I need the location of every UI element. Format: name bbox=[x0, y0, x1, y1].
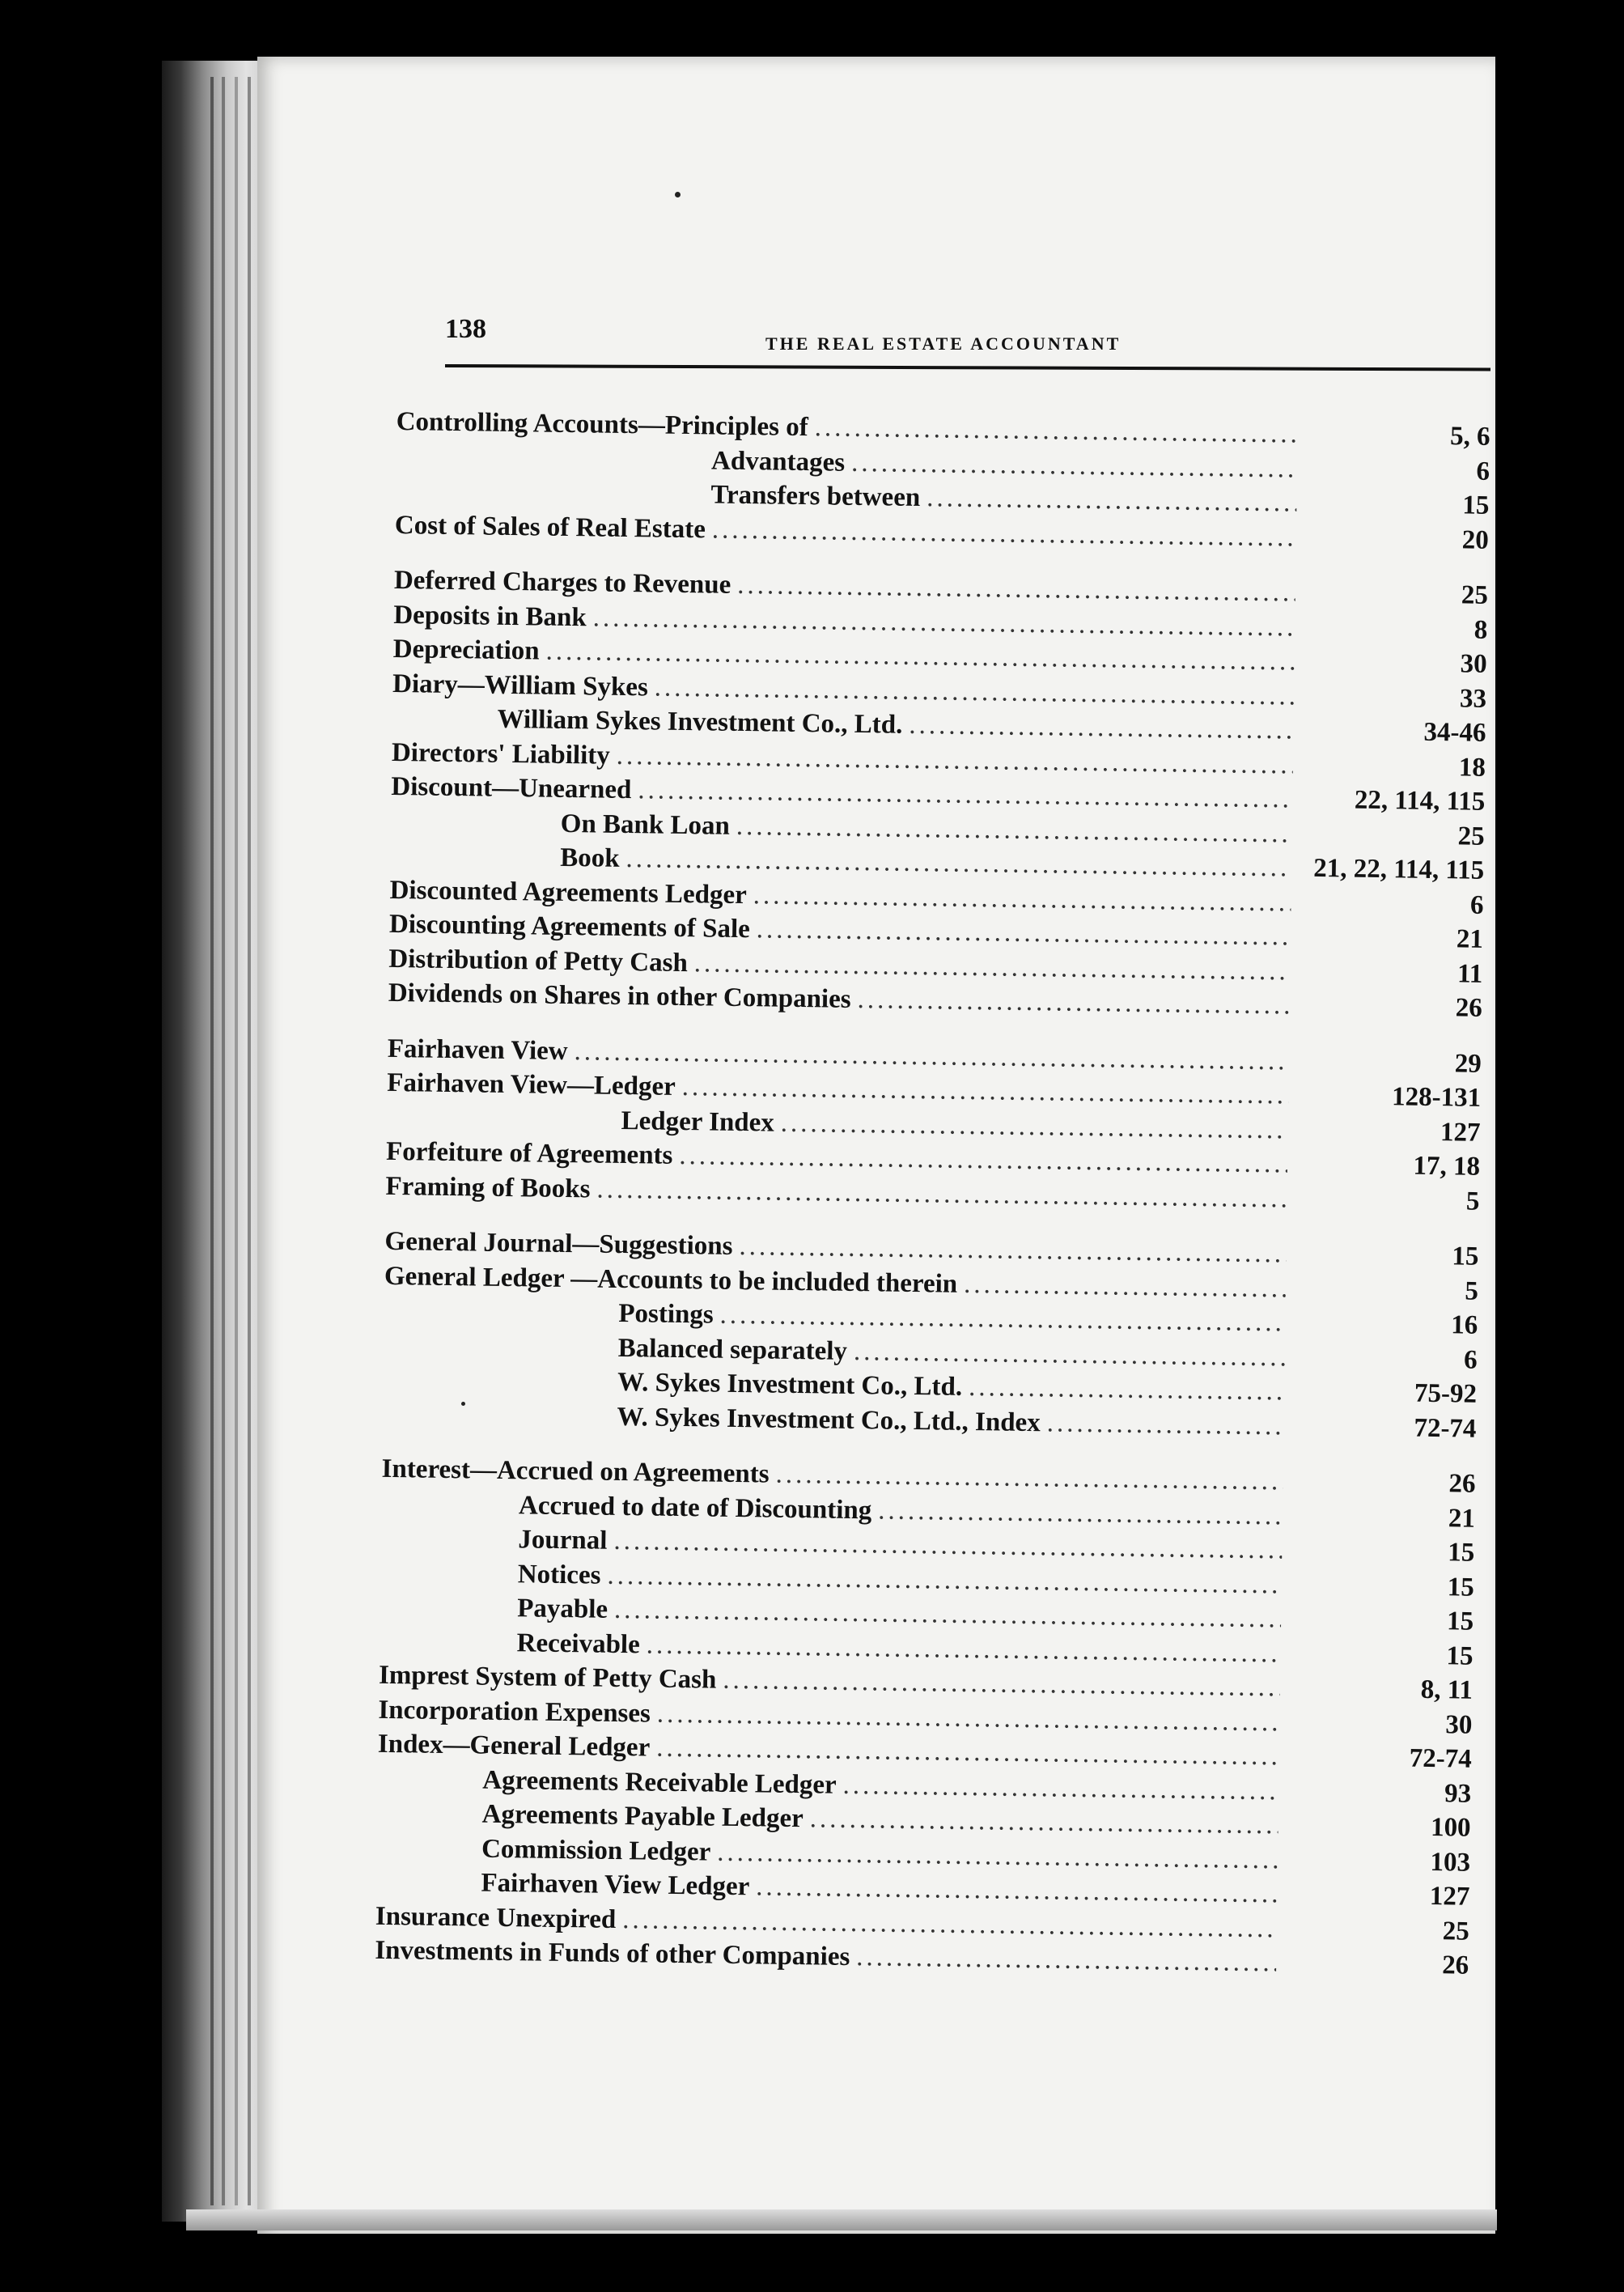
dot-leader bbox=[969, 1370, 1285, 1409]
index-term: Ledger Index bbox=[621, 1106, 775, 1138]
index-pages: 72-74 bbox=[1409, 1743, 1473, 1774]
index-pages: 21 bbox=[1456, 924, 1484, 954]
index-term: Discounting Agreements of Sale bbox=[388, 909, 751, 944]
index-term: On Bank Loan bbox=[560, 809, 731, 841]
index-pages: 15 bbox=[1446, 1640, 1473, 1671]
index-term: Insurance Unexpired bbox=[375, 1901, 617, 1934]
index-term: Accrued to date of Discounting bbox=[518, 1490, 872, 1525]
index-pages: 21, 22, 114, 115 bbox=[1313, 853, 1485, 885]
dot-leader bbox=[857, 983, 1290, 1023]
index-pages: 30 bbox=[1460, 649, 1487, 679]
index-pages: 17, 18 bbox=[1413, 1151, 1481, 1182]
index-term: Directors' Liability bbox=[391, 737, 611, 770]
index-term: Book bbox=[559, 843, 620, 873]
header-rule bbox=[445, 364, 1490, 371]
index-term: Incorporation Expenses bbox=[378, 1695, 651, 1729]
index-term: Discount—Unearned bbox=[391, 771, 632, 805]
index-term: Deposits in Bank bbox=[393, 600, 587, 632]
index-term: Controlling Accounts—Principles of bbox=[396, 406, 808, 443]
index-term: Balanced separately bbox=[617, 1333, 848, 1366]
index-pages: 15 bbox=[1446, 1607, 1474, 1636]
index-term: Commission Ledger bbox=[481, 1834, 711, 1867]
index-pages: 5, 6 bbox=[1449, 422, 1490, 452]
index-term: Receivable bbox=[516, 1628, 641, 1659]
index-term: Deferred Charges to Revenue bbox=[393, 565, 731, 600]
index-term: Index—General Ledger bbox=[377, 1729, 651, 1763]
index-pages: 25 bbox=[1442, 1916, 1470, 1946]
index-term: Interest—Accrued on Agreements bbox=[381, 1454, 770, 1489]
index-term: Framing of Books bbox=[385, 1171, 591, 1203]
index-pages: 26 bbox=[1455, 993, 1482, 1023]
index-term: Investments in Funds of other Companies bbox=[375, 1935, 850, 1972]
index-pages: 5 bbox=[1465, 1186, 1480, 1216]
index-term: Agreements Receivable Ledger bbox=[482, 1765, 837, 1800]
index-pages: 6 bbox=[1463, 1345, 1478, 1375]
page-bottom-edge bbox=[186, 2209, 1497, 2230]
index-pages: 8, 11 bbox=[1420, 1674, 1473, 1705]
index-term: Fairhaven View—Ledger bbox=[387, 1067, 676, 1101]
index-pages: 16 bbox=[1450, 1310, 1478, 1340]
book-page-edges bbox=[162, 61, 267, 2222]
index-term: Agreements Payable Ledger bbox=[481, 1799, 804, 1834]
index-pages: 25 bbox=[1461, 580, 1489, 610]
index-pages: 15 bbox=[1462, 490, 1490, 520]
dot-leader bbox=[842, 1768, 1278, 1808]
page-number: 138 bbox=[445, 314, 486, 344]
index-pages: 18 bbox=[1458, 752, 1486, 783]
index-term: General Journal—Suggestions bbox=[384, 1226, 733, 1261]
index-term: Payable bbox=[516, 1594, 608, 1624]
page-header bbox=[445, 314, 1490, 387]
index-pages: 15 bbox=[1448, 1538, 1475, 1568]
index-pages: 29 bbox=[1454, 1048, 1482, 1079]
index-pages: 15 bbox=[1447, 1572, 1474, 1602]
index-term: Discounted Agreements Ledger bbox=[389, 875, 748, 910]
index-pages: 5 bbox=[1465, 1276, 1479, 1306]
index-term: Notices bbox=[517, 1559, 601, 1590]
ink-speck bbox=[675, 192, 681, 197]
dot-leader bbox=[926, 481, 1297, 520]
index-pages: 26 bbox=[1448, 1469, 1476, 1499]
index-term: Diary—William Sykes bbox=[392, 668, 649, 702]
index-pages: 127 bbox=[1429, 1882, 1470, 1912]
index-pages: 11 bbox=[1457, 958, 1483, 989]
index-pages: 103 bbox=[1430, 1847, 1471, 1878]
index-pages: 75-92 bbox=[1414, 1378, 1478, 1409]
index-term: General Ledger —Accounts to be included therein bbox=[384, 1261, 958, 1299]
index-term: W. Sykes Investment Co., Ltd., Index bbox=[617, 1402, 1041, 1437]
dot-leader bbox=[854, 1335, 1285, 1375]
index-term: Dividends on Shares in other Companies bbox=[388, 978, 851, 1014]
dot-leader bbox=[878, 1493, 1283, 1533]
index-term: W. Sykes Investment Co., Ltd. bbox=[617, 1367, 963, 1402]
index-term: Transfers between bbox=[710, 480, 921, 513]
index-pages: 127 bbox=[1440, 1117, 1481, 1148]
index-pages: 15 bbox=[1452, 1242, 1479, 1271]
index-term: Advantages bbox=[710, 445, 846, 478]
dot-leader bbox=[909, 708, 1294, 748]
index-term: Forfeiture of Agreements bbox=[385, 1136, 673, 1170]
running-title: THE REAL ESTATE ACCOUNTANT bbox=[765, 333, 1122, 354]
index-list bbox=[374, 405, 1490, 2047]
index-pages: 25 bbox=[1457, 821, 1485, 851]
index-term: Distribution of Petty Cash bbox=[388, 944, 689, 978]
index-pages: 21 bbox=[1448, 1503, 1476, 1534]
dot-leader bbox=[1046, 1406, 1283, 1444]
dot-leader bbox=[856, 1940, 1276, 1980]
index-pages: 20 bbox=[1461, 524, 1490, 555]
index-term: William Sykes Investment Co., Ltd. bbox=[497, 704, 903, 740]
index-term: Depreciation bbox=[392, 634, 540, 666]
index-pages: 100 bbox=[1430, 1813, 1471, 1843]
index-term: Journal bbox=[518, 1525, 608, 1556]
index-pages: 33 bbox=[1459, 683, 1487, 714]
index-pages: 26 bbox=[1441, 1950, 1469, 1980]
dot-leader bbox=[964, 1267, 1286, 1305]
index-pages: 72-74 bbox=[1414, 1413, 1477, 1444]
index-term: Postings bbox=[618, 1298, 714, 1330]
index-pages: 128-131 bbox=[1391, 1082, 1482, 1113]
index-pages: 93 bbox=[1444, 1778, 1472, 1809]
index-pages: 30 bbox=[1445, 1709, 1473, 1740]
index-pages: 6 bbox=[1476, 456, 1490, 486]
index-term: Imprest System of Petty Cash bbox=[378, 1660, 717, 1695]
dot-leader bbox=[712, 512, 1296, 555]
index-pages: 8 bbox=[1473, 615, 1488, 645]
index-term: Fairhaven View bbox=[387, 1034, 568, 1066]
index-term: Cost of Sales of Real Estate bbox=[394, 510, 706, 544]
index-pages: 6 bbox=[1469, 890, 1484, 920]
index-pages: 22, 114, 115 bbox=[1354, 785, 1486, 817]
index-pages: 34-46 bbox=[1423, 717, 1486, 748]
index-term: Fairhaven View Ledger bbox=[481, 1868, 750, 1902]
